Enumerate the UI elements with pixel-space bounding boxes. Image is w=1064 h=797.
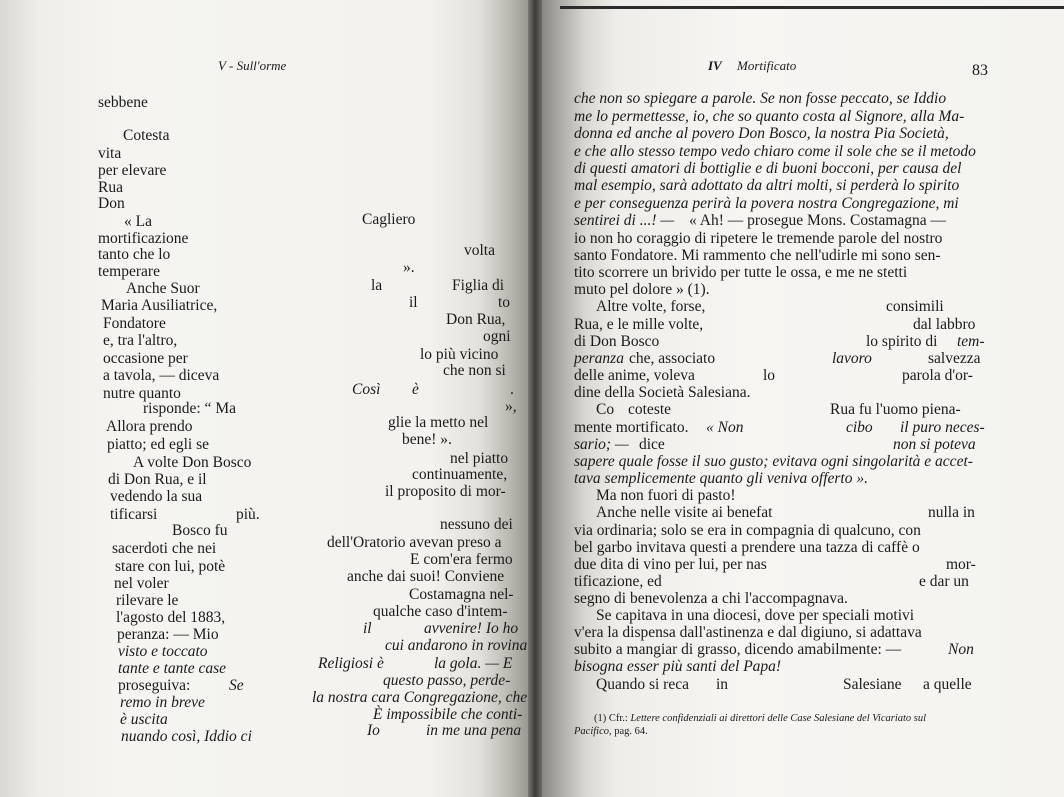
right-text-line: dice <box>639 436 665 453</box>
right-text-line: lavoro <box>832 350 872 367</box>
left-text-fragment: questo passo, perde- <box>383 672 511 689</box>
left-text-line: risponde: “ Ma <box>143 400 236 417</box>
left-text-line: Don <box>98 195 125 212</box>
right-text-line: salvezza <box>928 350 981 367</box>
right-text-line: sario; — <box>574 436 629 453</box>
left-text-line: vita <box>98 145 122 162</box>
left-text-fragment: ogni <box>483 328 511 345</box>
right-text-line: il puro neces- <box>900 419 985 436</box>
left-text-fragment: anche dai suoi! Conviene <box>347 568 505 585</box>
right-text-line: lo spirito di <box>866 333 938 350</box>
left-text-line: Rua <box>98 179 123 196</box>
left-text-fragment: Costamagna nel- <box>409 586 514 603</box>
right-text-line: in <box>716 676 729 693</box>
left-text-fragment: », <box>505 398 517 415</box>
page-top-edge <box>560 6 1064 9</box>
left-text-fragment: che non si <box>443 362 506 379</box>
left-text-line: mortificazione <box>98 230 189 247</box>
left-text-fragment: bene! ». <box>402 431 452 448</box>
right-text-line: donna ed anche al povero Don Bosco, la nostra Pia Società, <box>574 125 949 142</box>
left-text-line: stare con lui, potè <box>115 558 226 575</box>
left-text-fragment: avvenire! Io ho <box>424 620 519 637</box>
right-text-line: tem- <box>957 333 985 350</box>
left-text-fragment: lo più vicino <box>420 346 499 363</box>
left-text-line: « La <box>124 213 152 230</box>
left-text-fragment: dell'Oratorio avevan preso a <box>327 534 502 551</box>
running-head-title: Sull'orme <box>236 58 287 73</box>
running-head-title: Mortificato <box>736 58 797 73</box>
left-text-fragment: nessuno dei <box>440 516 513 533</box>
left-text-line: di Don Rua, e il <box>108 471 207 488</box>
right-running-head <box>708 58 796 74</box>
right-text-line: Rua, e le mille volte, <box>574 316 704 333</box>
left-text-line: Allora prendo <box>106 418 193 435</box>
left-text-fragment: qualche caso d'intem- <box>373 603 508 620</box>
left-text-fragment: il proposito di mor- <box>385 483 506 500</box>
left-text-line: più. <box>236 506 260 523</box>
right-text-line: consimili <box>886 298 944 315</box>
left-text-line: A volte Don Bosco <box>133 454 252 471</box>
right-text-line: di Don Bosco <box>574 333 660 350</box>
right-text-line: « Ah! — prosegue Mons. Costamagna — <box>689 212 947 229</box>
left-text-fragment: to <box>498 294 511 311</box>
right-text-line: me lo permettesse, io, che so quanto costa al Signore, alla Ma- <box>574 108 965 125</box>
left-text-line: piatto; ed egli se <box>107 436 210 453</box>
left-text-fragment: Così <box>352 381 381 398</box>
right-text-line: sapere quale fosse il suo gusto; evitava ogni singolarità e accet- <box>574 453 973 470</box>
left-text-line: e, tra l'altro, <box>103 332 178 349</box>
left-text-line: sebbene <box>98 94 148 111</box>
right-text-line: parola d'or- <box>902 367 973 384</box>
left-text-line: Maria Ausiliatrice, <box>101 297 218 314</box>
right-text-line: e che allo stesso tempo vedo chiaro come il sole che se il metodo <box>574 143 976 160</box>
left-text-fragment: Figlia di <box>452 277 505 294</box>
right-text-line: bel garbo invitava questi a prendere una tazza di caffè o <box>574 539 920 556</box>
right-text-line: coteste <box>628 401 672 418</box>
right-text-line: Co <box>596 401 615 418</box>
right-text-line: Anche nelle visite ai benefat <box>596 504 773 521</box>
left-text-fragment: Cagliero <box>362 211 416 228</box>
left-text-fragment: Io <box>367 722 380 739</box>
left-text-line: peranza: — Mio <box>117 626 219 643</box>
right-text-line: bisogna esser più santi del Papa! <box>574 658 782 675</box>
left-running-head <box>218 58 286 74</box>
footnote-page: pag. 64. <box>614 726 648 737</box>
left-text-line: è uscita <box>120 711 168 728</box>
right-text-line: mor- <box>946 556 976 573</box>
right-text-line: nulla in <box>928 504 975 521</box>
right-text-line: non si poteva <box>893 436 976 453</box>
left-text-line: temperare <box>98 263 160 280</box>
footnote-text: Pacifico, <box>574 726 612 737</box>
running-head-numeral: V <box>218 58 226 73</box>
left-text-fragment: la gola. — E <box>434 655 513 672</box>
right-text-line: che, associato <box>629 350 716 367</box>
left-text-fragment: volta <box>464 242 495 259</box>
right-text-line: sentirei di ...! — <box>574 212 675 229</box>
right-text-line: Altre volte, forse, <box>596 298 706 315</box>
left-text-line: tificarsi <box>110 506 158 523</box>
left-text-line: Anche Suor <box>126 280 200 297</box>
right-text-line: e per conseguenza perirà la povera nostra Congregazione, mi <box>574 195 959 212</box>
left-text-line: vedendo la sua <box>110 488 203 505</box>
right-text-line: a quelle <box>923 676 972 693</box>
left-text-fragment: Don Rua, <box>446 311 506 328</box>
left-text-fragment: continuamente, <box>412 466 508 483</box>
footnote-text: Lettere confidenziali ai direttori delle Case Salesiane del Vicariato sul <box>630 713 927 724</box>
left-text-line: per elevare <box>98 162 167 179</box>
left-text-fragment: la nostra cara Congregazione, che <box>312 689 528 706</box>
right-text-line: delle anime, voleva <box>574 367 695 384</box>
left-text-line: nutre quanto <box>103 385 181 402</box>
right-text-line: Quando si reca <box>596 676 689 693</box>
left-text-line: occasione per <box>103 350 188 367</box>
right-text-line: che non so spiegare a parole. Se non fosse peccato, se Iddio <box>574 90 947 107</box>
book-gutter <box>528 0 542 797</box>
left-text-fragment: cui andarono in rovina <box>385 637 528 654</box>
left-text-fragment: in me una pena <box>426 722 522 739</box>
left-text-fragment: ». <box>403 259 415 276</box>
left-text-fragment: E com'era fermo <box>410 551 513 568</box>
right-text-line: Non <box>948 641 974 658</box>
left-text-line: visto e toccato <box>118 643 208 660</box>
right-text-line: cibo <box>846 419 873 436</box>
right-text-line: di questi amatori di bottiglie e di buoni bocconi, per causa del <box>574 160 962 177</box>
left-text-line: Cotesta <box>123 127 170 144</box>
right-text-line: dine della Società Salesiana. <box>574 384 751 401</box>
right-text-line: peranza <box>574 350 624 367</box>
left-text-fragment: glie la metto nel <box>388 414 489 431</box>
left-text-line: sacerdoti che nei <box>112 540 217 557</box>
right-text-line: tificazione, ed <box>574 573 662 590</box>
right-text-line: subito a mangiar di grasso, dicendo amabilmente: — <box>574 641 902 658</box>
right-text-line: v'era la dispensa dall'astinenza e dal digiuno, si adattava <box>574 624 922 641</box>
right-text-line: mal esempio, sarà adottato da altri molti, si perderà lo spirito <box>574 177 960 194</box>
left-text-line: nuando così, Iddio ci <box>121 728 252 745</box>
left-text-line: a tavola, — diceva <box>103 367 220 384</box>
left-text-line: tanto che lo <box>98 246 171 263</box>
right-text-line: mente mortificato. <box>574 419 689 436</box>
left-text-line: Fondatore <box>103 315 166 332</box>
right-text-line: Se capitava in una diocesi, dove per speciali motivi <box>596 607 915 624</box>
footnote <box>594 712 926 725</box>
left-text-fragment: . <box>510 381 514 398</box>
left-text-fragment: È impossibile che conti- <box>373 706 523 723</box>
running-head-numeral: IV <box>708 58 722 73</box>
footnote-marker: (1) Cfr.: <box>594 713 628 724</box>
left-text-fragment: la <box>371 277 383 294</box>
left-text-line: nel voler <box>114 575 169 592</box>
right-text-line: io non ho coraggio di ripetere le tremende parole del nostro <box>574 230 943 247</box>
right-text-line: due dita di vino per lui, per nas <box>574 556 767 573</box>
right-text-line: tito scorrere un brivido per tutte le ossa, e me ne stetti <box>574 264 908 281</box>
right-text-line: tava semplicemente quanto gli veniva offerto ». <box>574 470 868 487</box>
right-text-line: segno di benevolenza a chi l'accompagnava. <box>574 590 848 607</box>
left-text-fragment: il <box>409 294 418 311</box>
right-text-line: e dar un <box>919 573 969 590</box>
right-text-line: « Non <box>706 419 744 436</box>
right-text-line: dal labbro <box>913 316 976 333</box>
left-text-fragment: nel piatto <box>450 450 509 467</box>
right-text-line: Rua fu l'uomo piena- <box>830 401 961 418</box>
left-text-line: l'agosto del 1883, <box>116 609 226 626</box>
footnote-continuation <box>574 725 648 738</box>
left-text-line: Se <box>229 677 244 694</box>
right-page <box>536 0 1064 797</box>
right-text-line: muto pel dolore » (1). <box>574 281 710 298</box>
left-text-line: tante e tante case <box>118 660 227 677</box>
right-text-line: Salesiane <box>843 676 902 693</box>
left-text-line: Bosco fu <box>172 522 228 539</box>
left-text-line: proseguiva: <box>118 677 191 694</box>
left-text-line: rilevare le <box>116 592 179 609</box>
left-text-fragment: Religiosi è <box>318 655 384 672</box>
left-text-fragment: il <box>363 620 372 637</box>
left-text-line: remo in breve <box>120 694 205 711</box>
page-number: 83 <box>972 62 988 79</box>
right-text-line: via ordinaria; solo se era in compagnia di qualcuno, con <box>574 522 921 539</box>
left-text-fragment: è <box>412 381 419 398</box>
right-text-line: Ma non fuori di pasto! <box>596 487 736 504</box>
running-head-separator: - <box>228 58 234 73</box>
right-text-line: santo Fondatore. Mi rammento che nell'udirle mi sono sen- <box>574 247 941 264</box>
right-text-line: lo <box>763 367 776 384</box>
